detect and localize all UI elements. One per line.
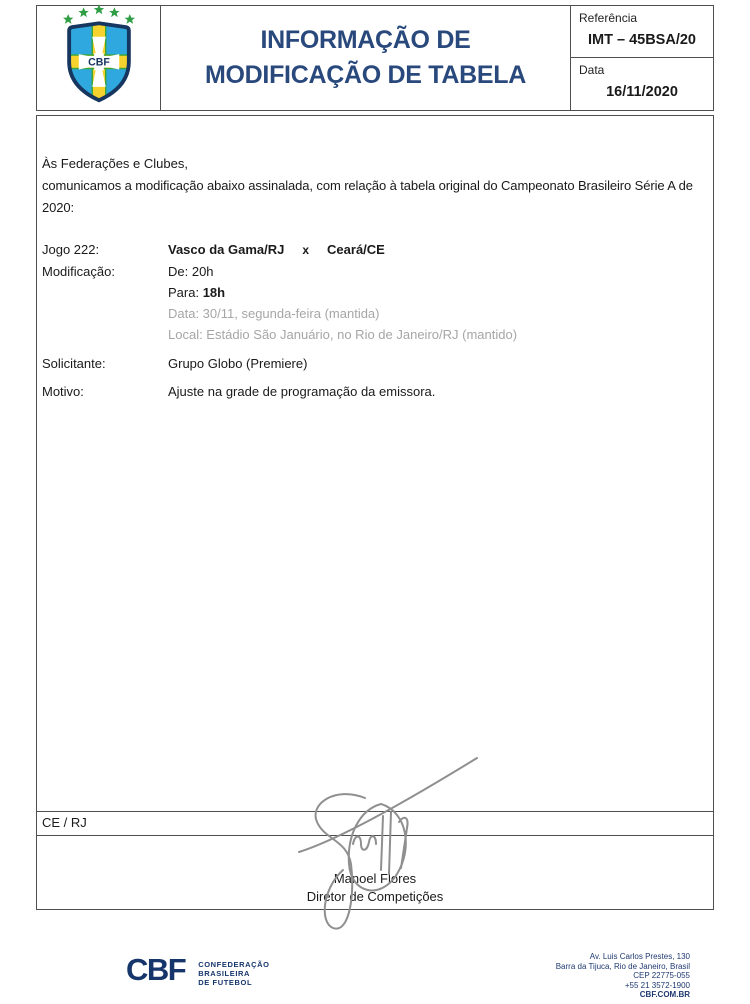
game-row bbox=[42, 239, 697, 261]
signer-name: Manoel Flores bbox=[333, 871, 417, 886]
org-line2: BRASILEIRA bbox=[198, 969, 251, 978]
footer-brand-block bbox=[126, 952, 270, 987]
document-title-line1: INFORMAÇÃO DE bbox=[260, 26, 471, 54]
website-text: CBF.COM.BR bbox=[639, 990, 690, 999]
address-line3: CEP 22775-055 bbox=[633, 971, 690, 980]
modification-label: Modificação: bbox=[42, 264, 115, 279]
header-table bbox=[36, 5, 714, 111]
requester-row bbox=[42, 353, 697, 374]
requester-value: Grupo Globo (Premiere) bbox=[168, 356, 308, 371]
modification-row bbox=[42, 261, 697, 345]
date-label: Data bbox=[579, 63, 605, 77]
distribution-note: CE / RJ bbox=[42, 815, 87, 830]
intro-paragraph: comunicamos a modificação abaixo assinalada, com relação à tabela original do Campeonato Brasileiro Série A de 2020: bbox=[42, 178, 693, 215]
signature-cell bbox=[37, 836, 713, 909]
modification-to-prefix: Para: bbox=[168, 285, 203, 300]
reason-label: Motivo: bbox=[42, 384, 84, 399]
document-title-cell bbox=[161, 6, 571, 110]
footer-address-block bbox=[556, 952, 690, 1000]
away-team: Ceará/CE bbox=[327, 242, 385, 257]
address-line4: +55 21 3572-1900 bbox=[624, 980, 690, 990]
modification-from: De: 20h bbox=[168, 264, 214, 279]
logo-cell bbox=[37, 6, 161, 110]
reason-row bbox=[42, 381, 697, 402]
salutation-text: Às Federações e Clubes, bbox=[42, 156, 188, 171]
modification-venue: Local: Estádio São Januário, no Rio de Janeiro/RJ (mantido) bbox=[168, 327, 518, 342]
requester-label: Solicitante: bbox=[42, 356, 106, 371]
home-team: Vasco da Gama/RJ bbox=[168, 242, 285, 257]
reference-label: Referência bbox=[579, 11, 638, 25]
svg-text:CBF: CBF bbox=[87, 56, 110, 69]
modification-to bbox=[168, 282, 517, 303]
document-title-line2: MODIFICAÇÃO DE TABELA bbox=[205, 60, 526, 89]
date-cell bbox=[571, 58, 713, 110]
document-main-cell bbox=[37, 116, 713, 812]
org-line3: DE FUTEBOL bbox=[198, 978, 253, 987]
reason-value: Ajuste na grade de programação da emissora. bbox=[168, 384, 436, 399]
document-body-table bbox=[36, 115, 714, 910]
modification-date: Data: 30/11, segunda-feira (mantida) bbox=[168, 306, 380, 321]
org-line1: CONFEDERAÇÃO bbox=[198, 960, 270, 969]
cbf-org-name bbox=[198, 957, 269, 987]
versus-separator: x bbox=[302, 243, 310, 257]
modification-value bbox=[168, 261, 517, 345]
reference-value: IMT – 45BSA/20 bbox=[588, 32, 696, 48]
address-line2: Barra da Tijuca, Rio de Janeiro, Brasil bbox=[555, 961, 690, 971]
game-value bbox=[168, 239, 385, 261]
signer-role: Diretor de Competições bbox=[306, 889, 444, 904]
cbf-wordmark: CBF bbox=[126, 952, 186, 987]
reference-cell bbox=[571, 6, 713, 58]
date-value: 16/11/2020 bbox=[606, 84, 678, 100]
distribution-note-cell bbox=[37, 812, 713, 836]
address-line1: Av. Luis Carlos Prestes, 130 bbox=[589, 952, 690, 961]
cbf-crest-icon bbox=[49, 4, 149, 113]
modification-to-value: 18h bbox=[202, 285, 226, 300]
game-label: Jogo 222: bbox=[42, 242, 100, 257]
header-meta-cell bbox=[571, 6, 713, 110]
